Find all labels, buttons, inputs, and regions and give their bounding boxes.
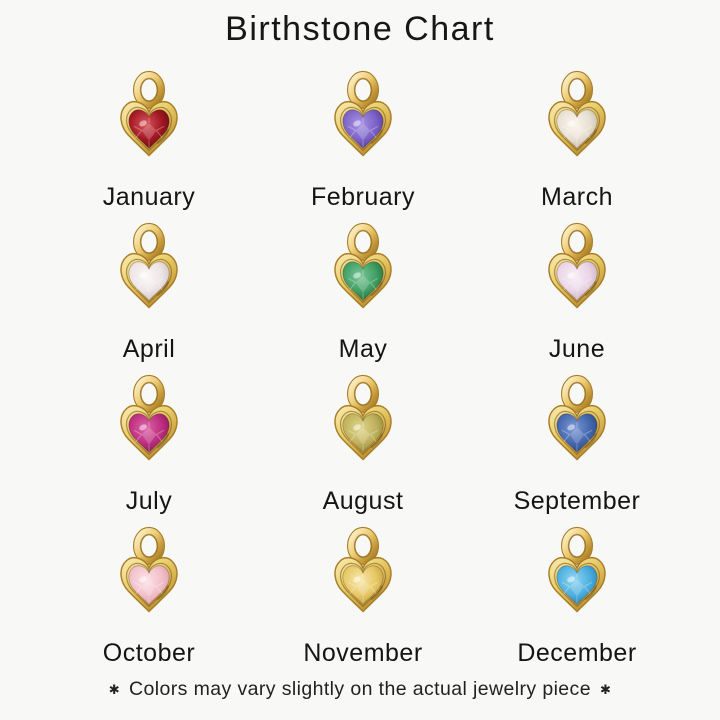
- heart-charm-image: [325, 526, 401, 635]
- birthstone-item: [42, 212, 256, 364]
- birthstone-item: [256, 364, 470, 516]
- birthstone-item: [256, 212, 470, 364]
- month-label: April: [122, 335, 176, 363]
- birthstone-item: [256, 516, 470, 668]
- birthstone-item: [470, 364, 684, 516]
- heart-charm-image: [539, 70, 615, 179]
- month-label: March: [541, 183, 613, 211]
- month-label: October: [102, 639, 196, 667]
- heart-charm-image: [539, 526, 615, 635]
- birthstone-item: [470, 60, 684, 212]
- month-label: January: [102, 183, 196, 211]
- month-label: July: [125, 487, 173, 515]
- sparkle-asterisk-icon: ✱: [599, 681, 612, 697]
- footnote: [0, 678, 720, 701]
- heart-charm-image: [111, 70, 187, 179]
- heart-charm-image: [325, 374, 401, 483]
- page-title: Birthstone Chart: [225, 10, 495, 48]
- heart-charm-image: [539, 374, 615, 483]
- birthstone-item: [42, 516, 256, 668]
- month-label: June: [548, 335, 606, 363]
- birthstone-item: [256, 60, 470, 212]
- heart-charm-image: [325, 70, 401, 179]
- month-label: August: [322, 487, 404, 515]
- month-label: December: [517, 639, 637, 667]
- birthstone-item: [470, 516, 684, 668]
- heart-charm-image: [111, 526, 187, 635]
- month-label: November: [303, 639, 423, 667]
- birthstone-item: [42, 364, 256, 516]
- footnote-text: Colors may vary slightly on the actual jewelry piece: [129, 678, 591, 700]
- birthstone-item: [42, 60, 256, 212]
- heart-charm-image: [539, 222, 615, 331]
- heart-charm-image: [111, 222, 187, 331]
- month-label: September: [513, 487, 641, 515]
- birthstone-item: [470, 212, 684, 364]
- heart-charm-image: [111, 374, 187, 483]
- heart-charm-image: [325, 222, 401, 331]
- month-label: May: [338, 335, 388, 363]
- sparkle-asterisk-icon: ✱: [108, 681, 121, 697]
- charm-grid: [42, 60, 684, 668]
- month-label: February: [310, 183, 416, 211]
